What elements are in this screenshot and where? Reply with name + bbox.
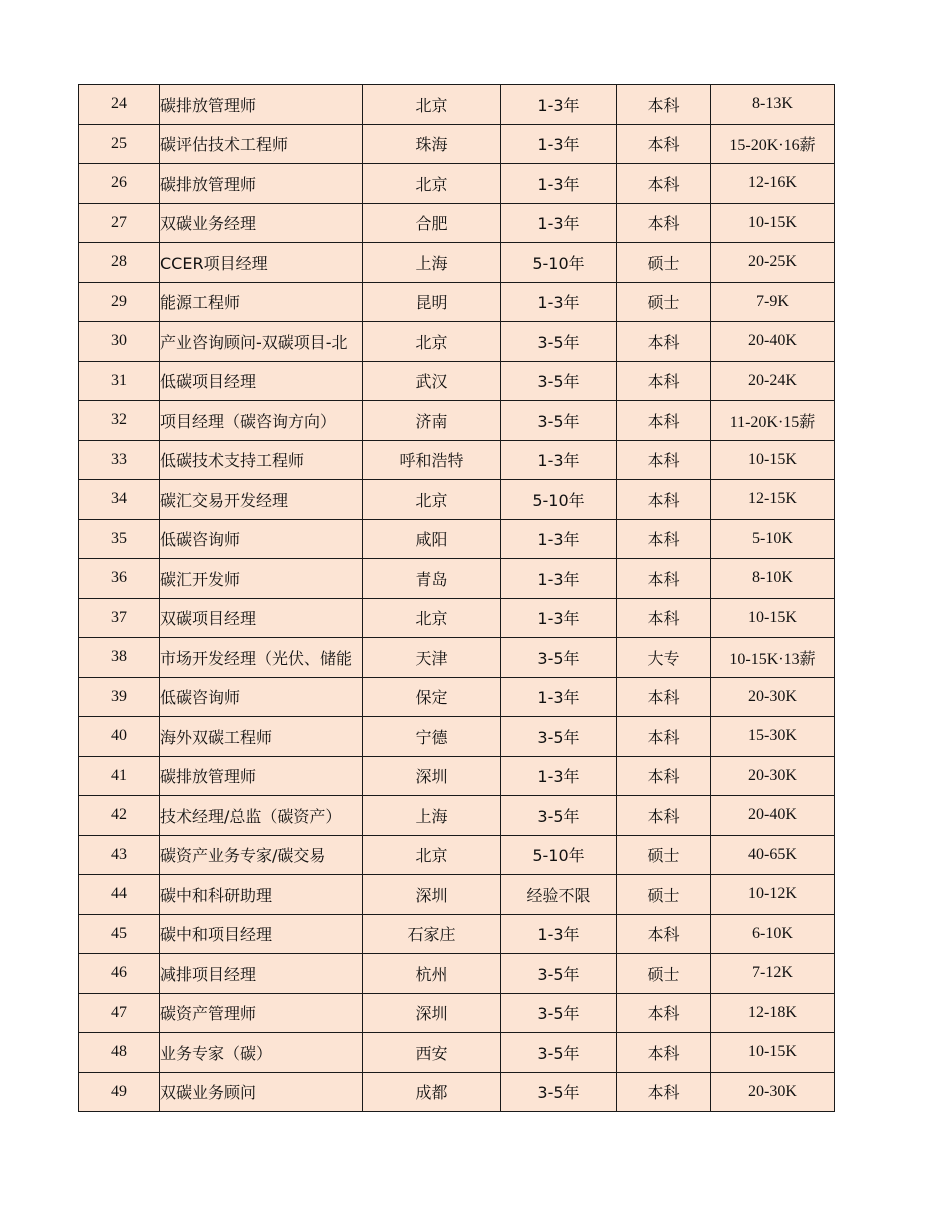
experience-cell: 3-5年 xyxy=(501,1033,617,1073)
experience-cell: 经验不限 xyxy=(501,875,617,915)
table-row xyxy=(79,164,835,204)
salary-cell: 12-15K xyxy=(711,480,835,520)
city-cell: 天津 xyxy=(363,638,501,678)
table-row xyxy=(79,322,835,362)
job-listing-sheet xyxy=(78,84,835,1112)
job-title-cell: 低碳技术支持工程师 xyxy=(160,440,363,480)
table-row xyxy=(79,598,835,638)
city-cell: 上海 xyxy=(363,243,501,283)
row-number-cell: 45 xyxy=(79,914,160,954)
row-number-cell: 28 xyxy=(79,243,160,283)
city-cell: 上海 xyxy=(363,796,501,836)
salary-cell: 20-25K xyxy=(711,243,835,283)
row-number-cell: 36 xyxy=(79,559,160,599)
row-number-cell: 30 xyxy=(79,322,160,362)
education-cell: 本科 xyxy=(617,598,711,638)
city-cell: 深圳 xyxy=(363,993,501,1033)
table-row xyxy=(79,203,835,243)
salary-cell: 7-9K xyxy=(711,282,835,322)
salary-cell: 10-15K xyxy=(711,203,835,243)
job-title-cell: 碳排放管理师 xyxy=(160,85,363,125)
city-cell: 呼和浩特 xyxy=(363,440,501,480)
salary-cell: 5-10K xyxy=(711,519,835,559)
salary-cell: 15-20K·16薪 xyxy=(711,124,835,164)
salary-cell: 6-10K xyxy=(711,914,835,954)
job-title-cell: 碳中和科研助理 xyxy=(160,875,363,915)
row-number-cell: 40 xyxy=(79,717,160,757)
table-row xyxy=(79,401,835,441)
salary-cell: 20-24K xyxy=(711,361,835,401)
experience-cell: 3-5年 xyxy=(501,638,617,678)
education-cell: 本科 xyxy=(617,164,711,204)
job-title-cell: 业务专家（碳） xyxy=(160,1033,363,1073)
experience-cell: 1-3年 xyxy=(501,282,617,322)
education-cell: 本科 xyxy=(617,993,711,1033)
experience-cell: 5-10年 xyxy=(501,480,617,520)
job-title-cell: 双碳业务经理 xyxy=(160,203,363,243)
job-title-cell: 低碳咨询师 xyxy=(160,677,363,717)
table-row xyxy=(79,914,835,954)
experience-cell: 1-3年 xyxy=(501,598,617,638)
table-row xyxy=(79,480,835,520)
experience-cell: 1-3年 xyxy=(501,124,617,164)
experience-cell: 3-5年 xyxy=(501,401,617,441)
city-cell: 深圳 xyxy=(363,756,501,796)
education-cell: 硕士 xyxy=(617,835,711,875)
salary-cell: 10-15K xyxy=(711,440,835,480)
salary-cell: 40-65K xyxy=(711,835,835,875)
experience-cell: 5-10年 xyxy=(501,835,617,875)
job-listing-table xyxy=(78,84,835,1112)
education-cell: 本科 xyxy=(617,559,711,599)
salary-cell: 7-12K xyxy=(711,954,835,994)
job-title-cell: 碳汇交易开发经理 xyxy=(160,480,363,520)
table-row xyxy=(79,1033,835,1073)
row-number-cell: 32 xyxy=(79,401,160,441)
salary-cell: 8-13K xyxy=(711,85,835,125)
salary-cell: 12-16K xyxy=(711,164,835,204)
job-title-cell: 双碳业务顾问 xyxy=(160,1072,363,1112)
education-cell: 大专 xyxy=(617,638,711,678)
city-cell: 深圳 xyxy=(363,875,501,915)
table-row xyxy=(79,282,835,322)
city-cell: 西安 xyxy=(363,1033,501,1073)
experience-cell: 1-3年 xyxy=(501,440,617,480)
job-title-cell: 市场开发经理（光伏、储能 xyxy=(160,638,363,678)
experience-cell: 3-5年 xyxy=(501,717,617,757)
experience-cell: 3-5年 xyxy=(501,1072,617,1112)
experience-cell: 1-3年 xyxy=(501,519,617,559)
education-cell: 本科 xyxy=(617,519,711,559)
city-cell: 咸阳 xyxy=(363,519,501,559)
education-cell: 本科 xyxy=(617,85,711,125)
row-number-cell: 41 xyxy=(79,756,160,796)
table-row xyxy=(79,954,835,994)
job-title-cell: 低碳项目经理 xyxy=(160,361,363,401)
table-row xyxy=(79,756,835,796)
experience-cell: 3-5年 xyxy=(501,322,617,362)
job-title-cell: 海外双碳工程师 xyxy=(160,717,363,757)
job-title-cell: 双碳项目经理 xyxy=(160,598,363,638)
education-cell: 本科 xyxy=(617,203,711,243)
experience-cell: 3-5年 xyxy=(501,796,617,836)
city-cell: 成都 xyxy=(363,1072,501,1112)
city-cell: 保定 xyxy=(363,677,501,717)
table-row xyxy=(79,559,835,599)
row-number-cell: 26 xyxy=(79,164,160,204)
job-title-cell: 能源工程师 xyxy=(160,282,363,322)
city-cell: 合肥 xyxy=(363,203,501,243)
job-title-cell: 碳资产业务专家/碳交易 xyxy=(160,835,363,875)
city-cell: 北京 xyxy=(363,480,501,520)
row-number-cell: 38 xyxy=(79,638,160,678)
city-cell: 珠海 xyxy=(363,124,501,164)
salary-cell: 8-10K xyxy=(711,559,835,599)
row-number-cell: 43 xyxy=(79,835,160,875)
table-row xyxy=(79,717,835,757)
job-title-cell: 产业咨询顾问-双碳项目-北 xyxy=(160,322,363,362)
education-cell: 本科 xyxy=(617,401,711,441)
row-number-cell: 46 xyxy=(79,954,160,994)
job-title-cell: 碳资产管理师 xyxy=(160,993,363,1033)
salary-cell: 20-30K xyxy=(711,677,835,717)
row-number-cell: 49 xyxy=(79,1072,160,1112)
experience-cell: 1-3年 xyxy=(501,914,617,954)
row-number-cell: 48 xyxy=(79,1033,160,1073)
table-row xyxy=(79,677,835,717)
table-row xyxy=(79,875,835,915)
table-row xyxy=(79,835,835,875)
table-row xyxy=(79,243,835,283)
row-number-cell: 27 xyxy=(79,203,160,243)
job-title-cell: 碳排放管理师 xyxy=(160,164,363,204)
job-title-cell: 项目经理（碳咨询方向） xyxy=(160,401,363,441)
city-cell: 昆明 xyxy=(363,282,501,322)
row-number-cell: 35 xyxy=(79,519,160,559)
experience-cell: 1-3年 xyxy=(501,756,617,796)
city-cell: 宁德 xyxy=(363,717,501,757)
city-cell: 北京 xyxy=(363,322,501,362)
row-number-cell: 31 xyxy=(79,361,160,401)
salary-cell: 20-30K xyxy=(711,756,835,796)
experience-cell: 1-3年 xyxy=(501,559,617,599)
row-number-cell: 37 xyxy=(79,598,160,638)
salary-cell: 20-30K xyxy=(711,1072,835,1112)
salary-cell: 20-40K xyxy=(711,796,835,836)
city-cell: 青岛 xyxy=(363,559,501,599)
experience-cell: 1-3年 xyxy=(501,85,617,125)
salary-cell: 10-15K xyxy=(711,598,835,638)
row-number-cell: 34 xyxy=(79,480,160,520)
city-cell: 北京 xyxy=(363,85,501,125)
education-cell: 本科 xyxy=(617,322,711,362)
city-cell: 北京 xyxy=(363,164,501,204)
table-row xyxy=(79,1072,835,1112)
education-cell: 本科 xyxy=(617,480,711,520)
education-cell: 本科 xyxy=(617,914,711,954)
salary-cell: 15-30K xyxy=(711,717,835,757)
salary-cell: 11-20K·15薪 xyxy=(711,401,835,441)
education-cell: 硕士 xyxy=(617,282,711,322)
job-title-cell: 低碳咨询师 xyxy=(160,519,363,559)
row-number-cell: 25 xyxy=(79,124,160,164)
job-title-cell: 碳中和项目经理 xyxy=(160,914,363,954)
experience-cell: 1-3年 xyxy=(501,164,617,204)
job-title-cell: 碳排放管理师 xyxy=(160,756,363,796)
experience-cell: 3-5年 xyxy=(501,993,617,1033)
experience-cell: 1-3年 xyxy=(501,203,617,243)
table-row xyxy=(79,796,835,836)
education-cell: 硕士 xyxy=(617,243,711,283)
experience-cell: 1-3年 xyxy=(501,677,617,717)
education-cell: 本科 xyxy=(617,124,711,164)
table-row xyxy=(79,361,835,401)
table-row xyxy=(79,519,835,559)
table-row xyxy=(79,85,835,125)
row-number-cell: 33 xyxy=(79,440,160,480)
city-cell: 济南 xyxy=(363,401,501,441)
education-cell: 本科 xyxy=(617,361,711,401)
row-number-cell: 29 xyxy=(79,282,160,322)
row-number-cell: 24 xyxy=(79,85,160,125)
salary-cell: 10-15K·13薪 xyxy=(711,638,835,678)
education-cell: 本科 xyxy=(617,796,711,836)
education-cell: 本科 xyxy=(617,756,711,796)
education-cell: 本科 xyxy=(617,1072,711,1112)
job-title-cell: 技术经理/总监（碳资产） xyxy=(160,796,363,836)
education-cell: 硕士 xyxy=(617,954,711,994)
education-cell: 本科 xyxy=(617,1033,711,1073)
row-number-cell: 42 xyxy=(79,796,160,836)
row-number-cell: 44 xyxy=(79,875,160,915)
city-cell: 北京 xyxy=(363,598,501,638)
city-cell: 武汉 xyxy=(363,361,501,401)
salary-cell: 10-15K xyxy=(711,1033,835,1073)
table-row xyxy=(79,993,835,1033)
experience-cell: 3-5年 xyxy=(501,361,617,401)
salary-cell: 12-18K xyxy=(711,993,835,1033)
row-number-cell: 39 xyxy=(79,677,160,717)
education-cell: 本科 xyxy=(617,717,711,757)
table-row xyxy=(79,440,835,480)
education-cell: 本科 xyxy=(617,440,711,480)
education-cell: 硕士 xyxy=(617,875,711,915)
salary-cell: 10-12K xyxy=(711,875,835,915)
job-listing-rows xyxy=(79,85,835,1112)
city-cell: 北京 xyxy=(363,835,501,875)
job-title-cell: CCER项目经理 xyxy=(160,243,363,283)
city-cell: 杭州 xyxy=(363,954,501,994)
table-row xyxy=(79,124,835,164)
experience-cell: 3-5年 xyxy=(501,954,617,994)
job-title-cell: 碳汇开发师 xyxy=(160,559,363,599)
row-number-cell: 47 xyxy=(79,993,160,1033)
salary-cell: 20-40K xyxy=(711,322,835,362)
job-title-cell: 碳评估技术工程师 xyxy=(160,124,363,164)
job-title-cell: 减排项目经理 xyxy=(160,954,363,994)
experience-cell: 5-10年 xyxy=(501,243,617,283)
city-cell: 石家庄 xyxy=(363,914,501,954)
table-row xyxy=(79,638,835,678)
education-cell: 本科 xyxy=(617,677,711,717)
